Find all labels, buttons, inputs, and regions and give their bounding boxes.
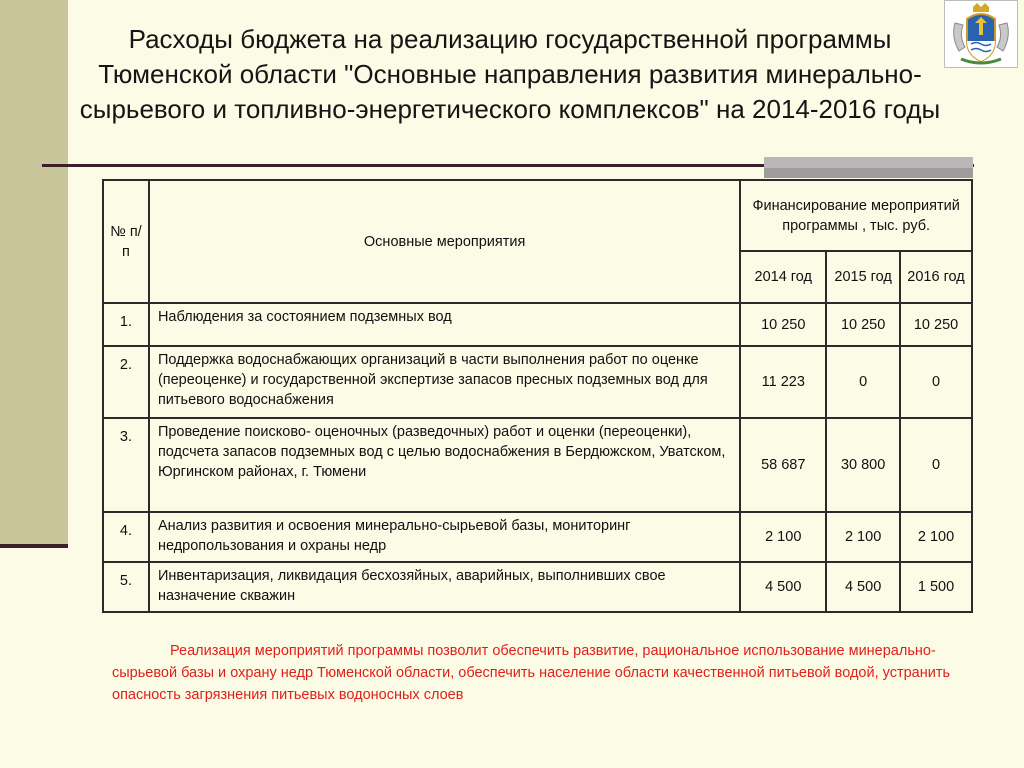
row-value-2014: 10 250: [740, 303, 826, 346]
header-year-2016: 2016 год: [900, 251, 972, 303]
row-activity: Проведение поисково- оценочных (разведочных) работ и оценки (переоценки), подсчета запасов подземных вод с целью водоснабжения в Бердюжском, Уватском, Юргинском районах, г. Тюмени: [149, 418, 740, 512]
header-financing: Финансирование мероприятий программы , тыс. руб.: [740, 180, 972, 251]
summary-note: Реализация мероприятий программы позволит обеспечить развитие, рациональное использование минерально-сырьевой базы и охрану недр Тюменской области, обеспечить население области качественной питьевой водой, устранить опасность загрязнения питьевых водоносных слоев: [112, 643, 951, 703]
budget-table: [102, 179, 973, 613]
table-header-row: [103, 180, 972, 251]
row-num: 3.: [103, 418, 149, 512]
table-row: [103, 346, 972, 418]
slide-title: Расходы бюджета на реализацию государственной программы Тюменской области "Основные направления развития минерально-сырьевого и топливно-энергетического комплексов" на 2014-2016 годы: [79, 24, 941, 124]
row-activity: Анализ развития и освоения минерально-сырьевой базы, мониторинг недропользования и охраны недр: [149, 512, 740, 562]
row-num: 4.: [103, 512, 149, 562]
header-activity: Основные мероприятия: [149, 180, 740, 303]
row-value-2015: 2 100: [826, 512, 900, 562]
header-year-2014: 2014 год: [740, 251, 826, 303]
left-decor-rule: [0, 544, 68, 548]
table-row: [103, 562, 972, 612]
table-row: [103, 418, 972, 512]
tyumen-coat-of-arms-icon: [944, 0, 1018, 68]
row-value-2016: 1 500: [900, 562, 972, 612]
row-value-2016: 10 250: [900, 303, 972, 346]
row-value-2014: 2 100: [740, 512, 826, 562]
table-row: [103, 303, 972, 346]
row-activity: Инвентаризация, ликвидация бесхозяйных, аварийных, выполнивших свое назначение скважин: [149, 562, 740, 612]
row-value-2015: 4 500: [826, 562, 900, 612]
row-num: 2.: [103, 346, 149, 418]
row-value-2014: 58 687: [740, 418, 826, 512]
grey-decor-bar-dark: [764, 168, 973, 178]
left-decor-bar: [0, 0, 68, 548]
row-value-2015: 0: [826, 346, 900, 418]
row-value-2014: 11 223: [740, 346, 826, 418]
row-activity: Наблюдения за состоянием подземных вод: [149, 303, 740, 346]
row-num: 1.: [103, 303, 149, 346]
row-value-2015: 10 250: [826, 303, 900, 346]
row-value-2015: 30 800: [826, 418, 900, 512]
row-value-2016: 0: [900, 418, 972, 512]
row-value-2016: 0: [900, 346, 972, 418]
row-value-2014: 4 500: [740, 562, 826, 612]
row-num: 5.: [103, 562, 149, 612]
header-year-2015: 2015 год: [826, 251, 900, 303]
row-activity: Поддержка водоснабжающих организаций в части выполнения работ по оценке (переоценке) и государственной экспертизе запасов пресных подземных вод для питьевого водоснабжения: [149, 346, 740, 418]
header-num: № п/п: [103, 180, 149, 303]
table-row: [103, 512, 972, 562]
row-value-2016: 2 100: [900, 512, 972, 562]
